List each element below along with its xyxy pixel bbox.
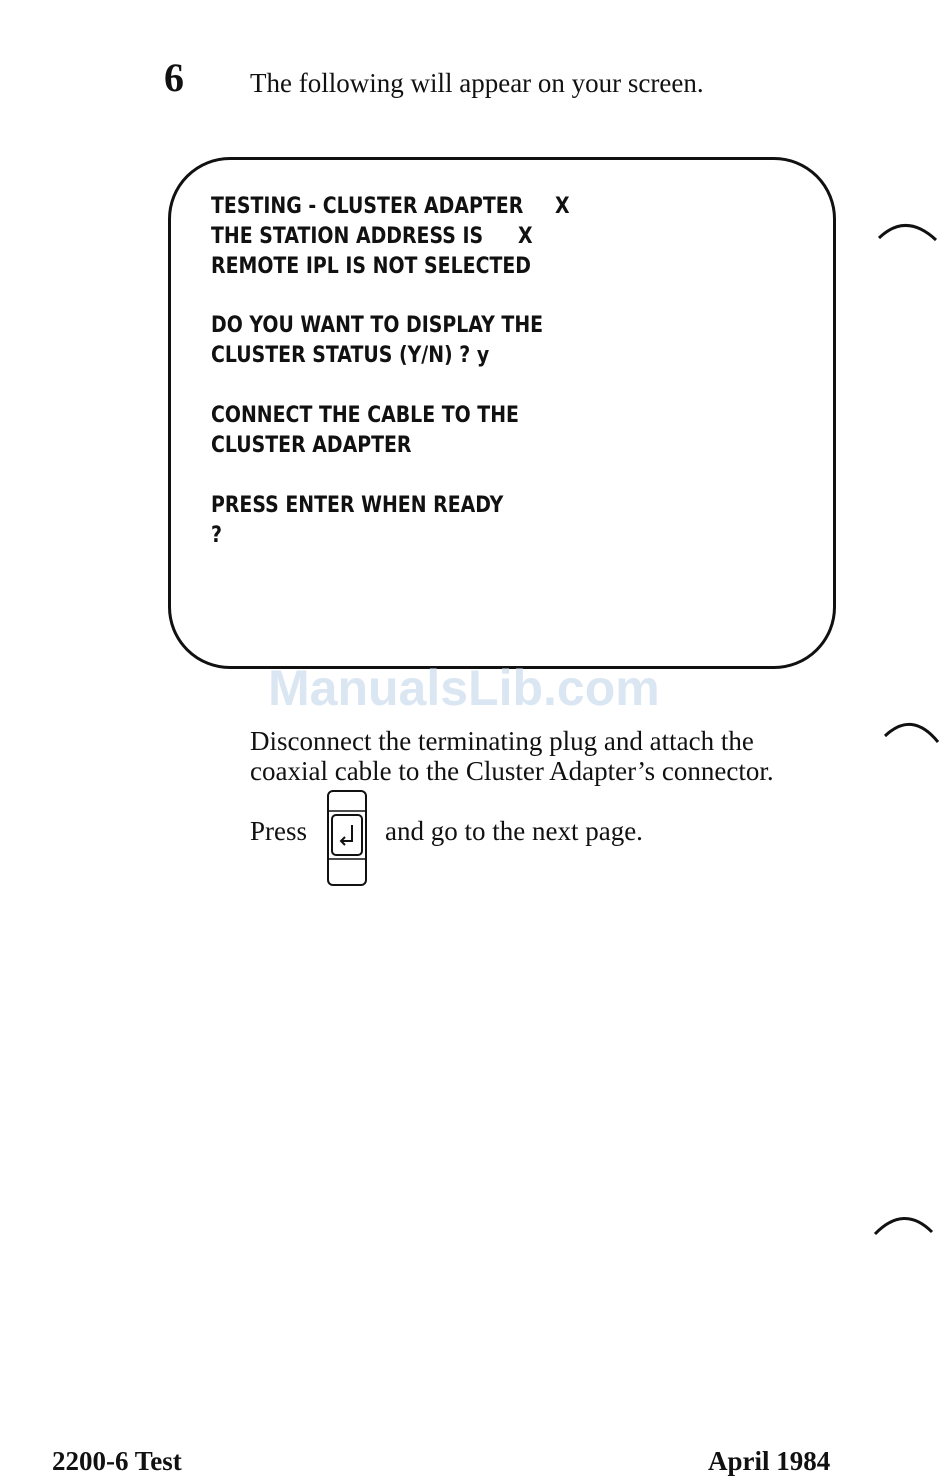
footer-right: April 1984 [708,1446,831,1476]
step-intro: The following will appear on your screen. [250,68,704,98]
enter-key-icon [325,789,369,887]
screen-line-cluster-adapter: CLUSTER ADAPTER [211,433,412,458]
screen-line-remote-ipl: REMOTE IPL IS NOT SELECTED [211,254,531,279]
screen-line-station-address: THE STATION ADDRESS IS [211,224,484,249]
binder-hole-mark-bottom [872,1210,942,1250]
binder-hole-mark-middle [882,716,950,756]
screen-line-testing: TESTING - CLUSTER ADAPTER [211,194,524,219]
instruction-line-1: Disconnect the terminating plug and attach the [250,726,754,756]
watermark: ManualsLib.com [268,660,660,716]
step-number: 6 [164,55,184,100]
footer-left: 2200-6 Test [52,1446,182,1476]
screen-line-cluster-status: CLUSTER STATUS (Y/N) ? y [211,343,490,368]
binder-hole-mark-top [876,218,946,258]
instruction-line-2: coaxial cable to the Cluster Adapter’s connector. [250,756,774,786]
screen-line-display-question: DO YOU WANT TO DISPLAY THE [211,313,544,338]
screen-line-press-enter: PRESS ENTER WHEN READY [211,493,504,518]
screen-variable-address: X [518,224,533,249]
instruction-press: Press [250,816,308,846]
instruction-press-after: and go to the next page. [385,816,643,846]
screen-line-connect-cable: CONNECT THE CABLE TO THE [211,403,519,428]
screen-variable-adapter: X [555,194,570,219]
screen-line-prompt: ? [211,523,222,548]
